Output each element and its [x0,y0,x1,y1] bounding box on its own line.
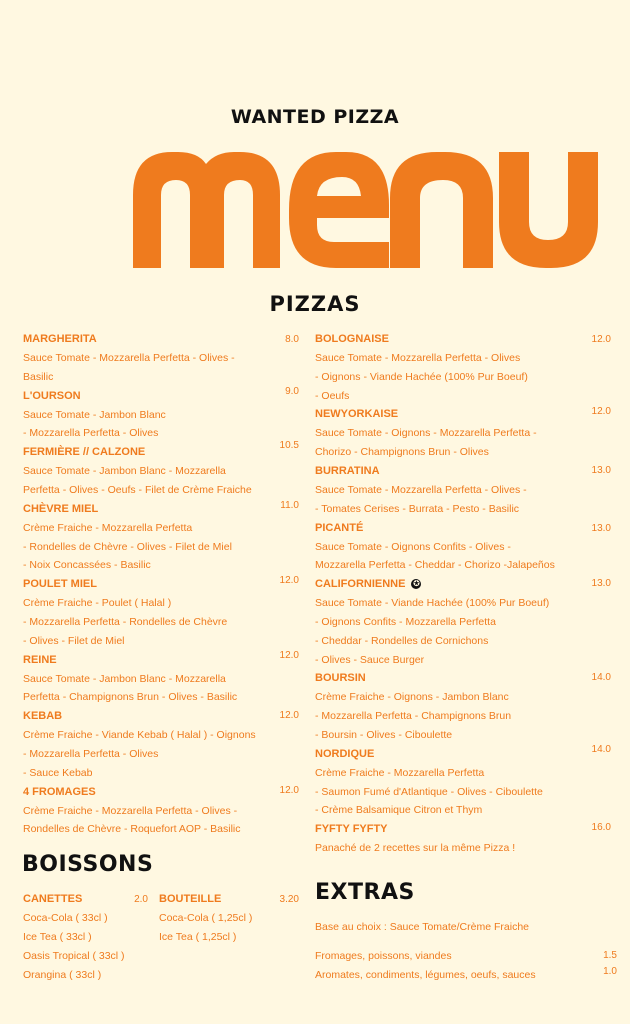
pizza-desc: - Oignons Confits - Mozzarella Perfetta [315,615,496,628]
pizza-desc: - Noix Concassées - Basilic [23,559,151,572]
pizza-desc: - Crème Balsamique Citron et Thym [315,804,483,817]
pizza-name: 4 FROMAGES [23,785,96,798]
drink-item: Oasis Tropical ( 33cl ) [23,950,125,962]
extras-section-title: EXTRAS [315,880,415,905]
pizza-name: BOLOGNAISE [315,333,389,345]
pizza-desc: - Rondelles de Chèvre - Olives - Filet de Miel [23,540,232,553]
pizza-desc: - Olives - Sauce Burger [315,653,425,666]
pizza-price: 8.0 [285,334,299,345]
drink-item: Orangina ( 33cl ) [23,969,102,981]
pizza-desc: Sauce Tomate - Mozzarella Perfetta - Olives [315,352,521,364]
pizza-name: FERMIÈRE // CALZONE [23,446,146,459]
pizza-price: 10.5 [279,440,299,451]
pizza-name: FYFTY FYFTY [315,823,388,836]
pizza-price: 13.0 [591,578,611,589]
pizza-name: L'OURSON [23,389,81,402]
pizza-desc: Mozzarella Perfetta - Cheddar - Chorizo -Jalapeños [315,559,555,572]
extras-item-price: 1.5 [603,950,617,961]
pizza-desc: Crème Fraiche - Viande Kebab ( Halal ) - Oignons [23,729,256,742]
pizza-desc: Sauce Tomate - Jambon Blanc [23,408,166,421]
pizza-desc: Crème Fraiche - Mozzarella Perfetta [23,521,193,534]
pizza-desc: Perfetta - Olives - Oeufs - Filet de Crème Fraiche [23,483,252,496]
menu-letter-m [133,152,280,268]
pizza-desc: Panaché de 2 recettes sur la même Pizza ! [315,842,516,855]
pizza-name: CALIFORNIENNE [315,578,406,591]
bouteille-price: 3.20 [279,894,299,905]
canettes-price: 2.0 [134,894,148,905]
boissons-section-title: BOISSONS [22,852,154,877]
menu-letter-n2 [390,152,493,268]
pizza-price: 12.0 [279,575,299,586]
pizza-desc: Chorizo - Champignons Brun - Olives [315,446,489,459]
pizza-desc: - Saumon Fumé d'Atlantique - Olives - Ciboulette [315,785,543,798]
pizza-name: NEWYORKAISE [315,408,399,421]
pizza-desc: Sauce Tomate - Mozzarella Perfetta - Olives - [23,352,235,364]
pizza-desc: - Tomates Cerises - Burrata - Pesto - Basilic [315,502,520,515]
drink-item: Ice Tea ( 33cl ) [23,931,92,943]
drink-item: Ice Tea ( 1,25cl ) [159,931,237,943]
brand-name: WANTED PIZZA [230,106,400,128]
extras-item-label: Fromages, poissons, viandes [315,950,452,962]
pizza-desc: - Mozzarella Perfetta - Champignons Brun [315,710,512,723]
menu-letter-e [289,152,389,268]
pizza-list-right [315,330,605,858]
pizza-name: NORDIQUE [315,747,375,760]
extras-base: Base au choix : Sauce Tomate/Crème Fraiche [315,921,529,933]
pizza-desc: - Sauce Kebab [23,766,93,779]
menu-letter-u [499,152,598,268]
extras-item-price: 1.0 [603,966,617,977]
star-badge-icon: ✪ [413,579,420,589]
pizza-desc: Crème Fraiche - Poulet ( Halal ) [23,597,172,610]
pizza-desc: Crème Fraiche - Mozzarella Perfetta - Olives - [23,804,238,817]
pizza-price: 12.0 [279,710,299,721]
pizza-desc: Crème Fraiche - Mozzarella Perfetta [315,766,485,779]
pizza-desc: Crème Fraiche - Oignons - Jambon Blanc [315,691,509,704]
drink-item: Coca-Cola ( 1,25cl ) [159,912,253,924]
pizza-desc: - Oeufs [315,389,350,402]
pizza-price: 12.0 [591,406,611,417]
pizza-name: REINE [23,653,57,666]
pizza-price: 11.0 [280,500,299,511]
pizza-price: 14.0 [591,744,611,755]
canettes-title: CANETTES [23,893,83,905]
pizza-desc: Sauce Tomate - Mozzarella Perfetta - Olives - [315,483,527,496]
pizza-desc: Sauce Tomate - Jambon Blanc - Mozzarella [23,465,226,478]
pizza-desc: - Mozzarella Perfetta - Olives [23,747,159,760]
pizza-price: 14.0 [591,672,611,683]
pizza-name: CHÈVRE MIEL [23,502,99,515]
menu-title-graphic [0,0,630,290]
pizza-name: MARGHERITA [23,333,97,345]
pizza-price: 13.0 [591,465,611,476]
pizza-name: BOURSIN [315,672,366,685]
pizzas-section-title: PIZZAS [269,292,361,316]
pizza-desc: Sauce Tomate - Oignons - Mozzarella Perfetta - [315,427,537,440]
pizza-name: PICANTÉ [315,521,364,534]
pizza-desc: Sauce Tomate - Viande Hachée (100% Pur Boeuf) [315,597,550,610]
pizza-price: 9.0 [285,386,299,397]
pizza-desc: - Cheddar - Rondelles de Cornichons [315,634,489,647]
pizza-desc: Perfetta - Champignons Brun - Olives - Basilic [23,691,238,704]
pizza-name-row [315,575,605,594]
pizza-desc: Basilic [23,370,54,383]
pizza-desc: - Olives - Filet de Miel [23,634,125,647]
pizza-desc: - Boursin - Olives - Ciboulette [315,728,453,741]
pizza-price: 13.0 [591,523,611,534]
extras-item-label: Aromates, condiments, légumes, oeufs, sauces [315,969,536,981]
pizza-desc: - Mozzarella Perfetta - Rondelles de Chèvre [23,615,228,628]
pizza-price: 16.0 [591,822,611,833]
pizza-desc: Sauce Tomate - Jambon Blanc - Mozzarella [23,672,226,685]
pizza-price: 12.0 [591,334,611,345]
pizza-price: 12.0 [279,650,299,661]
pizza-price: 12.0 [279,785,299,796]
pizza-name: KEBAB [23,710,63,723]
pizza-desc: Sauce Tomate - Oignons Confits - Olives - [315,540,511,553]
pizza-desc: Rondelles de Chèvre - Roquefort AOP - Basilic [23,823,241,836]
bouteille-title: BOUTEILLE [159,893,222,905]
pizza-name: BURRATINA [315,464,380,477]
pizza-desc: - Mozzarella Perfetta - Olives [23,427,159,440]
pizza-name: POULET MIEL [23,578,97,591]
pizza-desc: - Oignons - Viande Hachée (100% Pur Boeuf) [315,370,528,383]
drink-item: Coca-Cola ( 33cl ) [23,912,108,924]
